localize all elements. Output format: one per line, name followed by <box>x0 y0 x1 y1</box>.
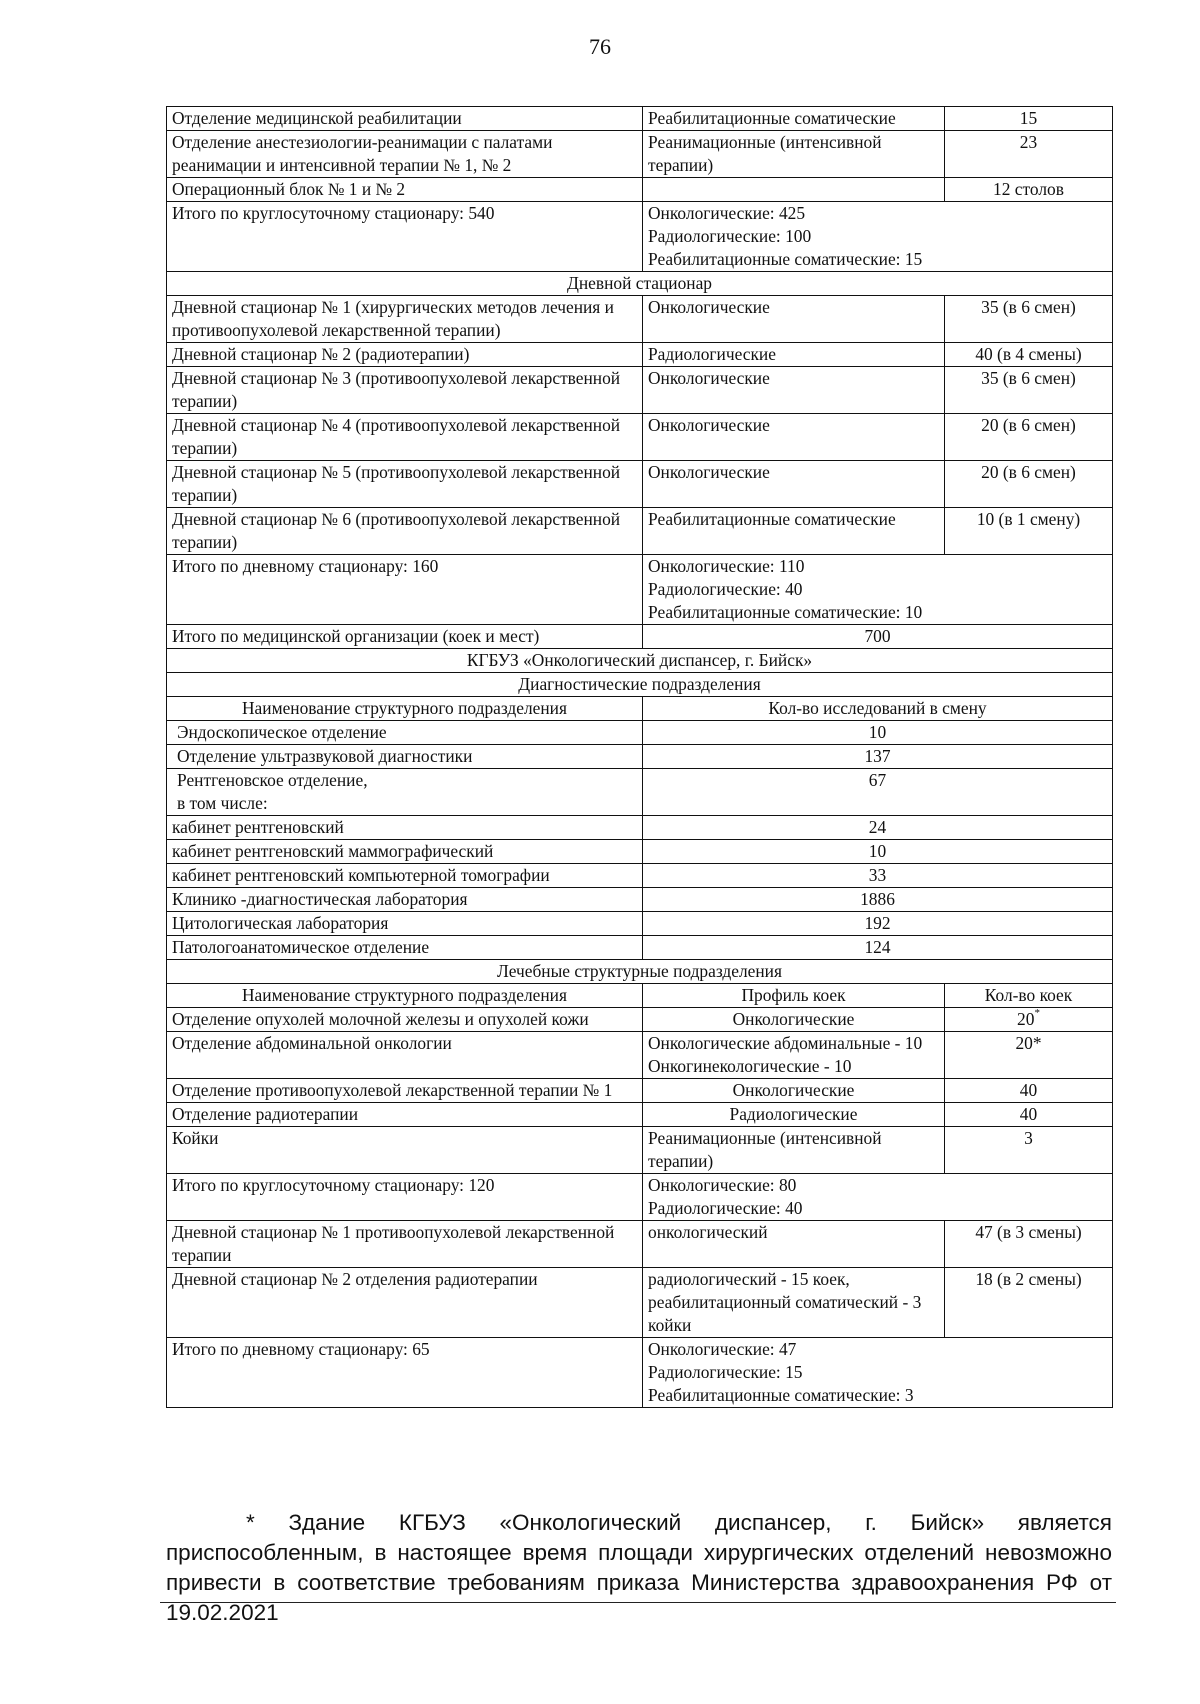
department-name: Эндоскопическое отделение <box>167 721 643 745</box>
page-number: 76 <box>589 34 611 59</box>
section-header: Диагностические подразделения <box>167 673 1113 697</box>
column-header: Профиль коек <box>643 984 945 1008</box>
table-row <box>167 936 1113 960</box>
table-row <box>167 697 1113 721</box>
bed-profile: Онкологические <box>643 1079 945 1103</box>
department-name: Дневной стационар № 4 (противоопухолевой лекарственной терапии) <box>167 414 643 461</box>
bed-count: 10 (в 1 смену) <box>945 508 1113 555</box>
table-row <box>167 202 1113 272</box>
table-row <box>167 888 1113 912</box>
department-name: кабинет рентгеновский <box>167 816 643 840</box>
column-header: Кол-во исследований в смену <box>643 697 1113 721</box>
bed-profile: Онкологические <box>643 1008 945 1032</box>
exams-per-shift: 1886 <box>643 888 1113 912</box>
table-row <box>167 960 1113 984</box>
bed-profile: Онкологические <box>643 461 945 508</box>
department-name: Дневной стационар № 1 противоопухолевой лекарственной терапии <box>167 1221 643 1268</box>
bed-count: 23 <box>945 131 1113 178</box>
bed-count: 20* <box>945 1032 1113 1079</box>
bed-count: 40 (в 4 смены) <box>945 343 1113 367</box>
bed-profile: Реабилитационные соматические <box>643 107 945 131</box>
bed-profile: Онкологические <box>643 296 945 343</box>
section-header: Дневной стационар <box>167 272 1113 296</box>
department-name: Клинико -диагностическая лаборатория <box>167 888 643 912</box>
table-row <box>167 816 1113 840</box>
department-name: Дневной стационар № 1 (хирургических методов лечения и противоопухолевой лекарственной терапии) <box>167 296 643 343</box>
table-row <box>167 721 1113 745</box>
bed-count: 12 столов <box>945 178 1113 202</box>
department-name: Дневной стационар № 2 отделения радиотерапии <box>167 1268 643 1338</box>
table-row <box>167 414 1113 461</box>
table-row <box>167 107 1113 131</box>
bed-count: 20 (в 6 смен) <box>945 461 1113 508</box>
department-name: Отделение ультразвуковой диагностики <box>167 745 643 769</box>
bed-profile: Онкологические: 47 Радиологические: 15 Реабилитационные соматические: 3 <box>643 1338 1113 1408</box>
exams-per-shift: 10 <box>643 840 1113 864</box>
department-name: Отделение анестезиологии-реанимации с палатами реанимации и интенсивной терапии № 1, № 2 <box>167 131 643 178</box>
bed-profile: Реанимационные (интенсивной терапии) <box>643 131 945 178</box>
department-name: Отделение противоопухолевой лекарственной терапии № 1 <box>167 1079 643 1103</box>
table-row <box>167 296 1113 343</box>
department-name: кабинет рентгеновский маммографический <box>167 840 643 864</box>
bed-profile: Онкологические: 425 Радиологические: 100 Реабилитационные соматические: 15 <box>643 202 1113 272</box>
department-name: Итого по дневному стационару: 65 <box>167 1338 643 1408</box>
department-name: Цитологическая лаборатория <box>167 912 643 936</box>
table-row <box>167 769 1113 816</box>
footnote: * Здание КГБУЗ «Онкологический диспансер, г. Бийск» является приспособленным, в настоящее время площади хирургических отделений невозможно привести в соответствие требованиям приказа Министерства здравоохранения РФ от 19.02.2021 <box>166 1510 1112 1625</box>
bed-count: 18 (в 2 смены) <box>945 1268 1113 1338</box>
table-row <box>167 1127 1113 1174</box>
bed-profile <box>643 178 945 202</box>
bottom-rule <box>160 1602 1116 1603</box>
department-name: Дневной стационар № 5 (противоопухолевой лекарственной терапии) <box>167 461 643 508</box>
bed-count: 20* <box>945 1008 1113 1032</box>
bed-count: 15 <box>945 107 1113 131</box>
exams-per-shift: 10 <box>643 721 1113 745</box>
department-name: кабинет рентгеновский компьютерной томографии <box>167 864 643 888</box>
table-row <box>167 649 1113 673</box>
department-name: Дневной стационар № 3 (противоопухолевой лекарственной терапии) <box>167 367 643 414</box>
department-name: Итого по медицинской организации (коек и мест) <box>167 625 643 649</box>
bed-profile: Онкологические: 110 Радиологические: 40 Реабилитационные соматические: 10 <box>643 555 1113 625</box>
table-row <box>167 367 1113 414</box>
total-value: 700 <box>643 625 1113 649</box>
bed-profile: Радиологические <box>643 343 945 367</box>
table-row <box>167 1079 1113 1103</box>
column-header: Наименование структурного подразделения <box>167 697 643 721</box>
section-header: Лечебные структурные подразделения <box>167 960 1113 984</box>
section-header: КГБУЗ «Онкологический диспансер, г. Бийск» <box>167 649 1113 673</box>
bed-profile: Онкологические <box>643 367 945 414</box>
department-name: Операционный блок № 1 и № 2 <box>167 178 643 202</box>
department-name: Дневной стационар № 2 (радиотерапии) <box>167 343 643 367</box>
footnote-mark: * <box>1034 1007 1040 1019</box>
column-header: Наименование структурного подразделения <box>167 984 643 1008</box>
bed-profile: Онкологические <box>643 414 945 461</box>
table-row <box>167 1032 1113 1079</box>
bed-profile: Онкологические: 80 Радиологические: 40 <box>643 1174 1113 1221</box>
table-row <box>167 625 1113 649</box>
table-row <box>167 343 1113 367</box>
department-name: Отделение радиотерапии <box>167 1103 643 1127</box>
table-row <box>167 1103 1113 1127</box>
department-name: Рентгеновское отделение, в том числе: <box>167 769 643 816</box>
bed-profile: Реанимационные (интенсивной терапии) <box>643 1127 945 1174</box>
department-name: Койки <box>167 1127 643 1174</box>
table-row <box>167 673 1113 697</box>
table-row <box>167 1221 1113 1268</box>
table-row <box>167 864 1113 888</box>
table-row <box>167 1338 1113 1408</box>
department-name: Отделение опухолей молочной железы и опухолей кожи <box>167 1008 643 1032</box>
table-row <box>167 1268 1113 1338</box>
facility-table <box>166 106 1113 1408</box>
table-row <box>167 745 1113 769</box>
exams-per-shift: 192 <box>643 912 1113 936</box>
bed-profile: радиологический - 15 коек, реабилитационный соматический - 3 койки <box>643 1268 945 1338</box>
table-row <box>167 984 1113 1008</box>
department-name: Патологоанатомическое отделение <box>167 936 643 960</box>
column-header: Кол-во коек <box>945 984 1113 1008</box>
table-row <box>167 912 1113 936</box>
bed-count: 47 (в 3 смены) <box>945 1221 1113 1268</box>
table-row <box>167 461 1113 508</box>
department-name: Итого по дневному стационару: 160 <box>167 555 643 625</box>
exams-per-shift: 33 <box>643 864 1113 888</box>
department-name: Отделение медицинской реабилитации <box>167 107 643 131</box>
table-row <box>167 131 1113 178</box>
bed-count: 3 <box>945 1127 1113 1174</box>
department-name: Итого по круглосуточному стационару: 120 <box>167 1174 643 1221</box>
exams-per-shift: 67 <box>643 769 1113 816</box>
table-row <box>167 272 1113 296</box>
department-name: Дневной стационар № 6 (противоопухолевой лекарственной терапии) <box>167 508 643 555</box>
table-row <box>167 178 1113 202</box>
bed-count: 35 (в 6 смен) <box>945 296 1113 343</box>
bed-count: 40 <box>945 1103 1113 1127</box>
exams-per-shift: 137 <box>643 745 1113 769</box>
bed-count: 40 <box>945 1079 1113 1103</box>
table-row <box>167 555 1113 625</box>
department-name: Отделение абдоминальной онкологии <box>167 1032 643 1079</box>
table-row <box>167 1174 1113 1221</box>
bed-profile: Радиологические <box>643 1103 945 1127</box>
bed-profile: Реабилитационные соматические <box>643 508 945 555</box>
bed-count: 20 (в 6 смен) <box>945 414 1113 461</box>
table-row <box>167 1008 1113 1032</box>
department-name: Итого по круглосуточному стационару: 540 <box>167 202 643 272</box>
bed-count: 35 (в 6 смен) <box>945 367 1113 414</box>
exams-per-shift: 124 <box>643 936 1113 960</box>
bed-profile: Онкологические абдоминальные - 10 Онкогинекологические - 10 <box>643 1032 945 1079</box>
exams-per-shift: 24 <box>643 816 1113 840</box>
table-row <box>167 840 1113 864</box>
table-row <box>167 508 1113 555</box>
bed-profile: онкологический <box>643 1221 945 1268</box>
